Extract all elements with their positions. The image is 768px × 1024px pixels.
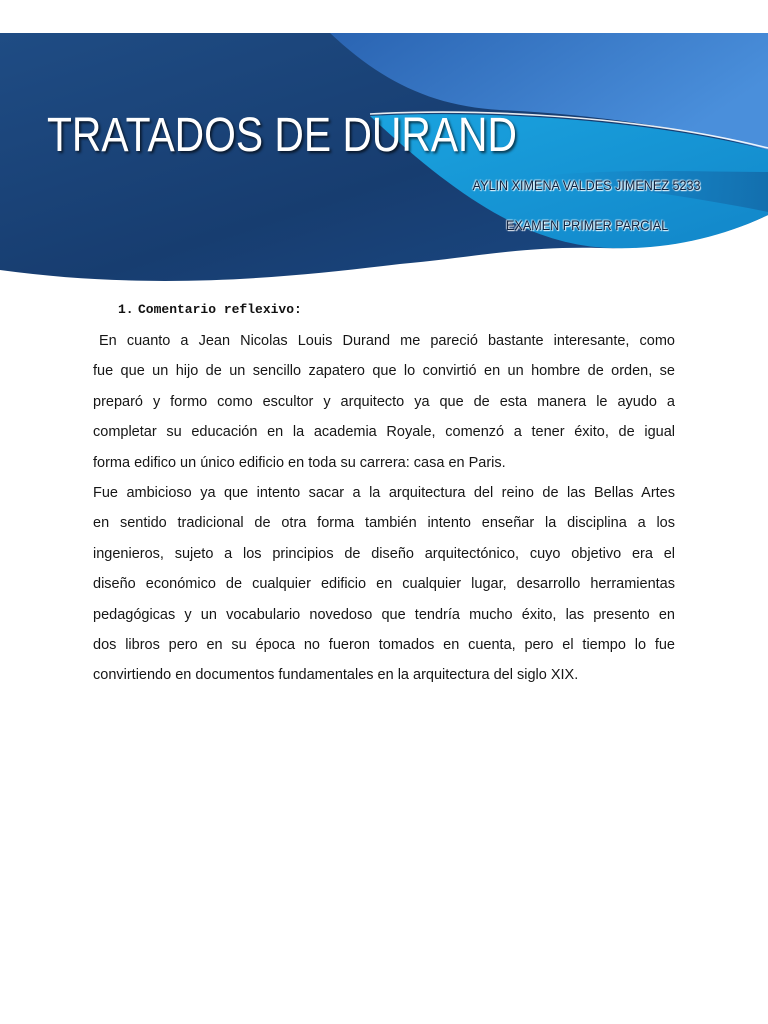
text-line: diseño económico de cualquier edificio en cualquier lugar, desarrollo herramientas bbox=[93, 576, 675, 593]
text-line: ingenieros, sujeto a los principios de diseño arquitectónico, cuyo objetivo era el bbox=[93, 545, 675, 562]
text-line: pedagógicas y un vocabulario novedoso que tendría mucho éxito, las presento en bbox=[93, 606, 675, 623]
text-line: en sentido tradicional de otra forma también intento enseñar la disciplina a los bbox=[93, 515, 675, 532]
text-line: Fue ambicioso ya que intento sacar a la arquitectura del reino de las Bellas Artes bbox=[93, 484, 675, 501]
text-line: En cuanto a Jean Nicolas Louis Durand me pareció bastante interesante, como bbox=[99, 333, 675, 349]
text-line: fue que un hijo de un sencillo zapatero que lo convirtió en un hombre de orden, se bbox=[93, 363, 675, 380]
text-line: preparó y formo como escultor y arquitecto ya que de esta manera le ayudo a bbox=[93, 393, 675, 410]
text-line: dos libros pero en su época no fueron tomados en cuenta, pero el tiempo lo fue bbox=[93, 636, 675, 653]
text-line: convirtiendo en documentos fundamentales en la arquitectura del siglo XIX. bbox=[93, 667, 579, 684]
author-line bbox=[440, 176, 734, 194]
exam-title: EXAMEN PRIMER PARCIAL bbox=[505, 217, 669, 233]
document-title: TRATADOS DE DURAND bbox=[47, 109, 517, 162]
body-text bbox=[93, 326, 675, 691]
section-number: 1. bbox=[118, 302, 134, 317]
text-line: completar su educación en la academia Royale, comenzó a tener éxito, de igual bbox=[93, 424, 675, 441]
text-line: forma edifico un único edificio en toda su carrera: casa en Paris. bbox=[93, 454, 506, 471]
paragraph-2 bbox=[93, 478, 675, 691]
section-heading: Comentario reflexivo: bbox=[138, 302, 302, 317]
paragraph-1 bbox=[93, 326, 675, 478]
author-name: AYLIN XIMENA VALDES JIMENEZ 5233 bbox=[473, 177, 701, 193]
exam-line bbox=[440, 216, 734, 234]
